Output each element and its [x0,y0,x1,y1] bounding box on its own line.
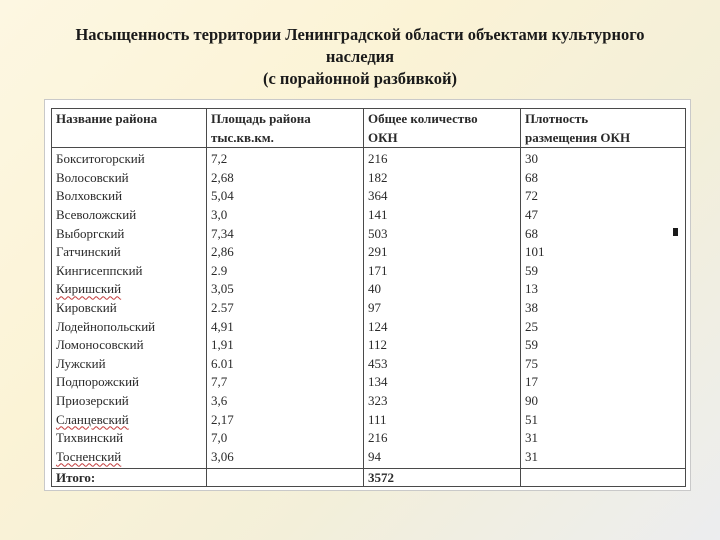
count-cell: 111 [368,411,387,427]
density-cell: 59 [525,262,538,278]
table-image-frame [44,99,691,491]
count-cell: 40 [368,281,381,297]
district-cell: Лодейнопольский [56,318,156,334]
header-density-line-1: Плотность [525,111,589,126]
district-cell: Лужский [56,355,106,371]
area-cell: 7,7 [211,374,228,390]
total-density-empty [521,469,686,487]
count-cell: 97 [368,299,381,315]
area-cell: 2,68 [211,169,234,185]
count-cell: 124 [368,318,388,334]
title-line-1: Насыщенность территории Ленинградской области объектами культурного [75,25,645,44]
district-cell: Тихвинский [56,430,124,446]
district-cell: Тосненский [56,448,122,464]
header-area [207,109,364,148]
density-cell: 31 [525,448,538,464]
density-cell: 68 [525,225,538,241]
area-cell: 3,05 [211,281,234,297]
district-cell: Ломоносовский [56,337,144,353]
density-cell: 90 [525,392,538,408]
district-cell: Волосовский [56,169,129,185]
count-column [364,148,521,469]
count-cell: 291 [368,244,388,260]
count-cell: 171 [368,262,388,278]
area-cell: 3,6 [211,392,228,408]
header-count [364,109,521,148]
total-area-empty [207,469,364,487]
district-column [52,148,207,469]
area-column [207,148,364,469]
area-cell: 2,86 [211,244,234,260]
density-column [521,148,686,469]
total-label: Итого: [52,469,207,487]
header-count-line-1: Общее количество [368,111,478,126]
count-cell: 112 [368,337,388,353]
area-cell: 1,91 [211,337,234,353]
total-count: 3572 [364,469,521,487]
header-area-line-2: тыс.кв.км. [211,129,274,145]
header-district [52,109,207,148]
density-cell: 38 [525,299,538,315]
table-total-row [52,469,686,487]
density-cell: 59 [525,337,538,353]
district-cell: Сланцевский [56,411,129,427]
area-cell: 2.9 [211,262,228,278]
area-cell: 5,04 [211,188,234,204]
area-cell: 2,17 [211,411,234,427]
district-cell: Бокситогорский [56,151,145,167]
district-cell: Выборгский [56,225,125,241]
header-district-text: Название района [56,111,158,126]
density-cell: 72 [525,188,538,204]
district-cell: Гатчинский [56,244,121,260]
districts-table [51,108,686,487]
header-count-line-2: ОКН [368,129,398,145]
count-cell: 216 [368,151,388,167]
header-density [521,109,686,148]
header-density-line-2: размещения ОКН [525,129,631,145]
slide-title [0,24,720,90]
district-cell: Кингисеппский [56,262,143,278]
table-header-row [52,109,686,148]
district-cell: Подпорожский [56,374,140,390]
district-cell: Всеволожский [56,206,137,222]
district-cell: Приозерский [56,392,129,408]
density-cell: 17 [525,374,538,390]
area-cell: 2.57 [211,299,234,315]
count-cell: 453 [368,355,388,371]
area-cell: 7,2 [211,151,228,167]
count-cell: 323 [368,392,388,408]
area-cell: 7,0 [211,430,228,446]
density-cell: 47 [525,206,538,222]
area-cell: 3,0 [211,206,228,222]
title-line-2: наследия [325,47,395,66]
count-cell: 141 [368,206,388,222]
density-cell: 68 [525,169,538,185]
district-cell: Кировский [56,299,117,315]
area-cell: 3,06 [211,448,234,464]
density-cell: 31 [525,430,538,446]
density-cell: 101 [525,244,545,260]
density-cell: 30 [525,151,538,167]
district-cell: Волховский [56,188,123,204]
density-cell: 25 [525,318,538,334]
district-cell: Киришский [56,281,122,297]
title-line-3: (с порайонной разбивкой) [262,69,458,88]
area-cell: 7,34 [211,225,234,241]
count-cell: 182 [368,169,388,185]
count-cell: 364 [368,188,388,204]
count-cell: 94 [368,448,381,464]
count-cell: 503 [368,225,388,241]
count-cell: 134 [368,374,388,390]
density-cell: 75 [525,355,538,371]
header-area-line-1: Площадь района [211,111,311,126]
table-body-row [52,148,686,469]
area-cell: 6.01 [211,355,234,371]
density-cell: 51 [525,411,538,427]
stray-mark [673,228,678,236]
area-cell: 4,91 [211,318,234,334]
density-cell: 13 [525,281,538,297]
count-cell: 216 [368,430,388,446]
